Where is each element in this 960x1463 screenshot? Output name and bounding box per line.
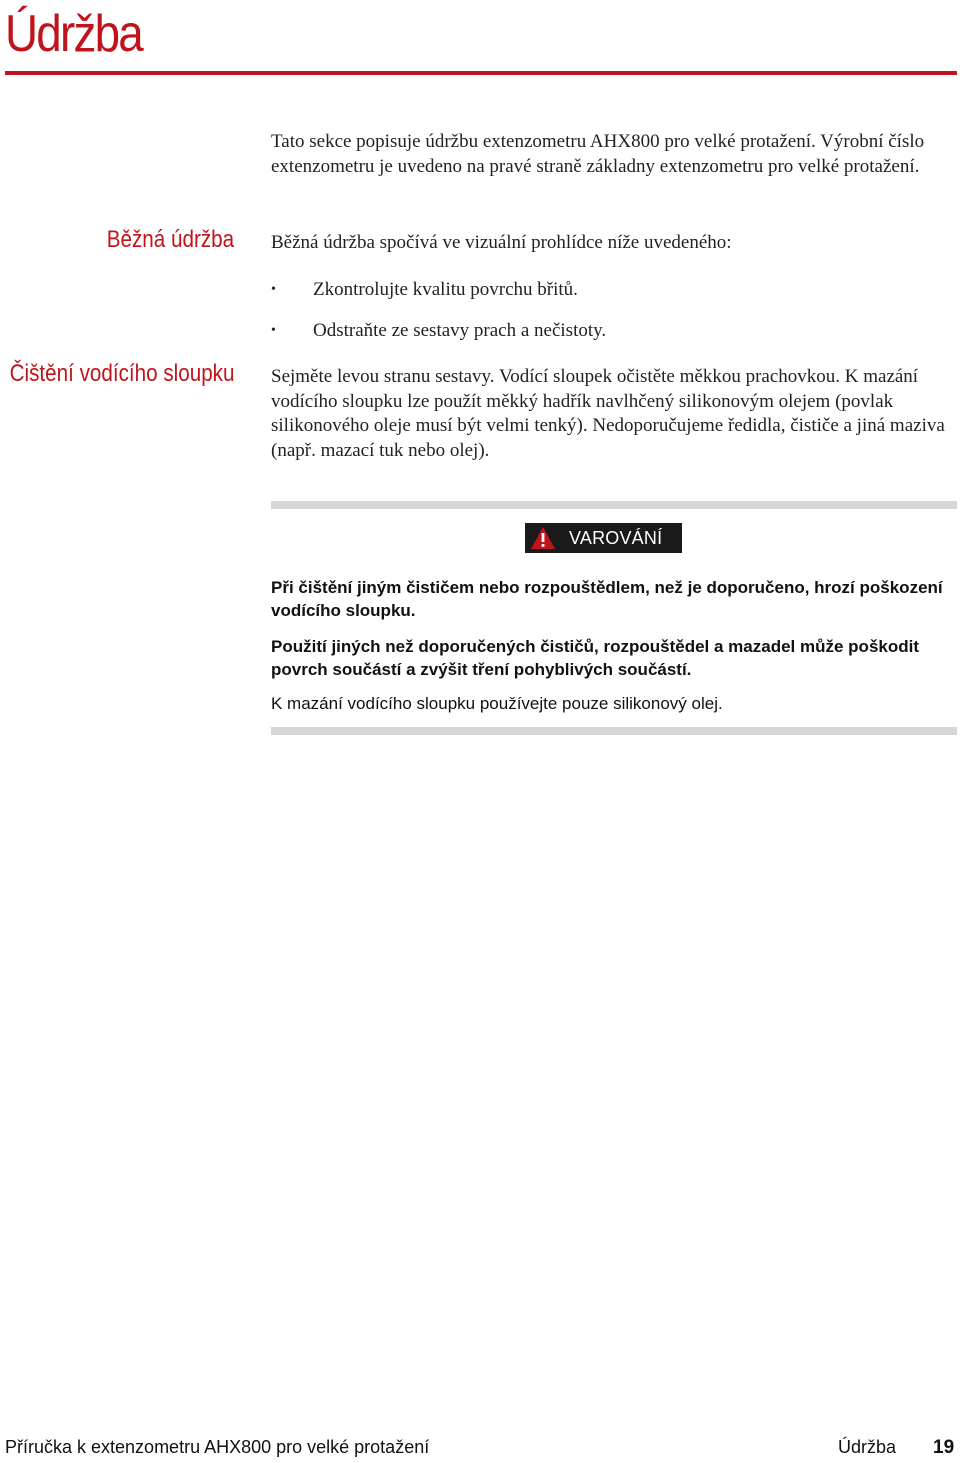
routine-maintenance-paragraph: Běžná údržba spočívá ve vizuální prohlídce níže uvedeného: (271, 232, 732, 253)
bullet-text: Zkontrolujte kvalitu povrchu břitů. (313, 279, 578, 300)
footer-page-number: 19 (933, 1437, 955, 1458)
intro-paragraph: Tato sekce popisuje údržbu extenzometru AHX800 pro velké protažení. Výrobní číslo extenzometru je uvedeno na pravé straně základny extenzometru pro velké protažení. (271, 131, 925, 177)
warning-label: VAROVÁNÍ (569, 527, 663, 548)
warning-paragraph-1: Při čištění jiným čističem nebo rozpouštědlem, než je doporučeno, hrozí poškození vodícího sloupku. (271, 578, 943, 620)
bullet-text: Odstraňte ze sestavy prach a nečistoty. (313, 320, 607, 341)
warning-triangle-icon (530, 526, 556, 550)
bullet-glyph: • (271, 282, 276, 297)
warning-paragraph-2: Použití jiných než doporučených čističů, rozpouštědel a mazadel může poškodit povrch součástí a zvýšit tření pohyblivých součástí. (271, 637, 920, 679)
title-rule (5, 71, 957, 75)
bullet-glyph: • (271, 323, 276, 338)
section-heading-guide-post-cleaning: Čištění vodícího sloupku (9, 360, 234, 387)
footer-section-name: Údržba (838, 1437, 897, 1457)
warning-top-rule (271, 501, 957, 509)
section-heading-routine-maintenance: Běžná údržba (106, 226, 234, 253)
warning-badge (525, 523, 682, 553)
footer-manual-title: Příručka k extenzometru AHX800 pro velké protažení (5, 1437, 430, 1457)
warning-bottom-rule (271, 727, 957, 735)
page-title: Údržba (5, 5, 142, 63)
cleaning-paragraph: Sejměte levou stranu sestavy. Vodící sloupek očistěte měkkou prachovkou. K mazání vodícího sloupku lze použít měkký hadřík navlhčený silikonovým olejem (povlak silikonového oleje musí být velmi tenký). Nedoporučujeme ředidla, čističe a jiná maziva (např. mazací tuk nebo olej). (271, 366, 945, 461)
warning-paragraph-3: K mazání vodícího sloupku používejte pouze silikonový olej. (271, 694, 723, 713)
